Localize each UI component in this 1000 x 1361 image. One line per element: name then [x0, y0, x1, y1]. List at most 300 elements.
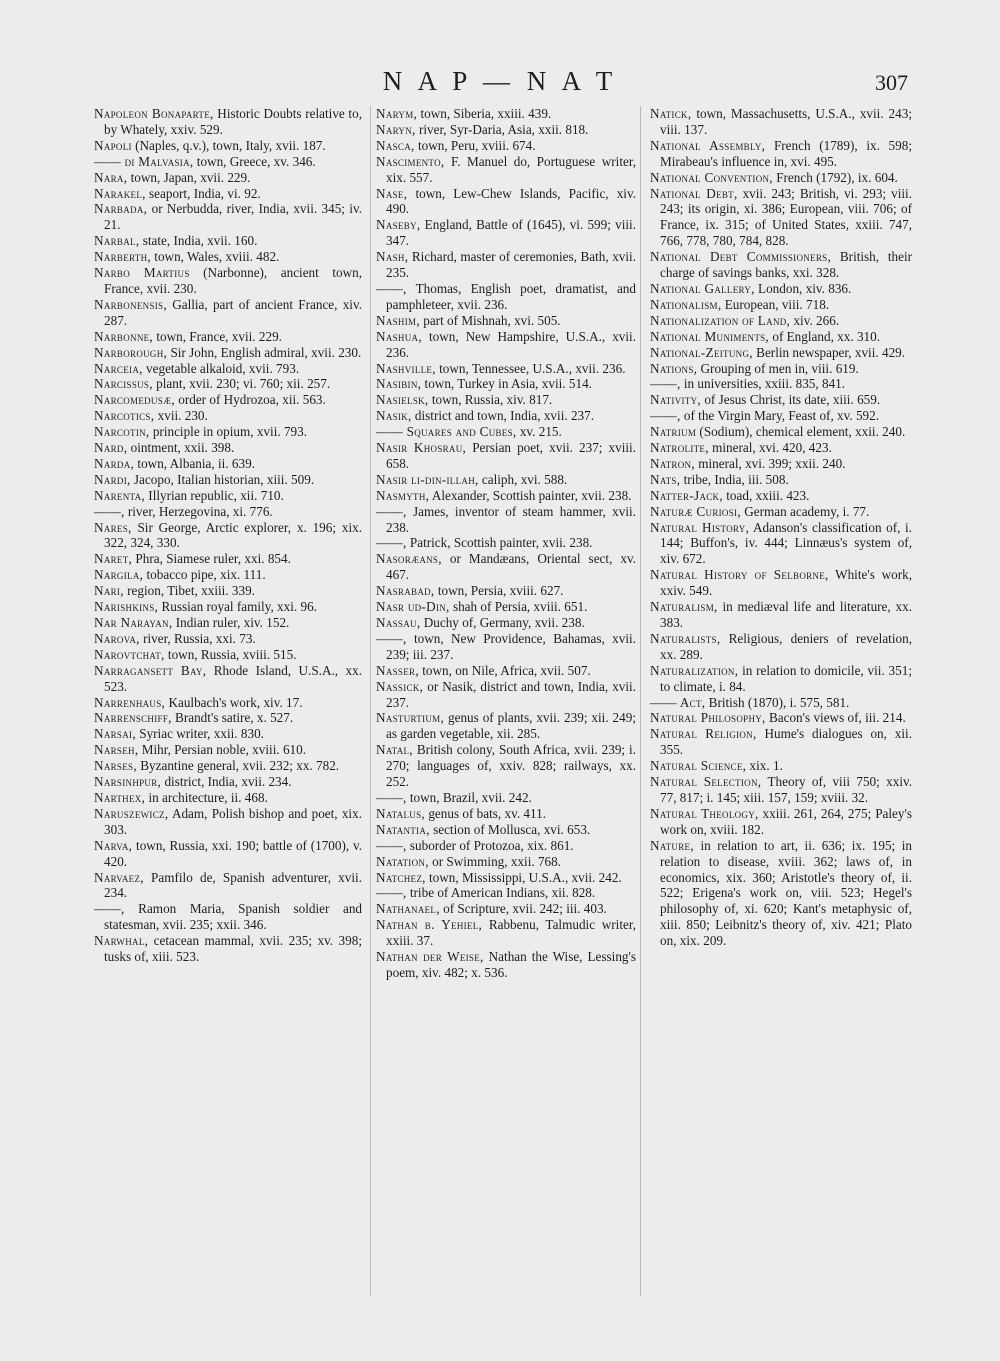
index-entry — [94, 488, 362, 504]
index-entry — [650, 186, 912, 250]
entry-headword: Narym, — [376, 106, 418, 121]
entry-headword: Naryn, — [376, 121, 416, 137]
entry-detail: Theory of, viii 750; xxiv. 77, 817; i. 145; xiii. 157, 159; xviii. 32. — [660, 774, 913, 805]
index-entry — [94, 329, 362, 345]
index-entry — [94, 249, 362, 265]
entry-headword: Nationalism, — [650, 296, 722, 312]
index-entry — [376, 917, 636, 949]
entry-headword: National Gallery, — [650, 280, 755, 296]
index-entry — [376, 440, 636, 472]
index-entry — [94, 345, 362, 361]
entry-headword: Nations, — [650, 360, 698, 376]
index-entry — [94, 424, 362, 440]
entry-detail: town, Mississippi, U.S.A., xvii. 242. — [429, 869, 622, 885]
entry-detail: Berlin newspaper, xvii. 429. — [756, 344, 906, 360]
index-entry — [376, 806, 636, 822]
entry-headword: ——, — [376, 789, 407, 805]
index-entry — [94, 392, 362, 408]
entry-detail: Sir John, English admiral, xvii. 230. — [170, 344, 362, 360]
entry-detail: suborder of Protozoa, xix. 861. — [409, 837, 574, 853]
entry-detail: Gallia, part of ancient France, xiv. 287. — [104, 296, 362, 328]
index-columns — [94, 106, 912, 1306]
entry-headword: Nargila, — [94, 567, 144, 583]
entry-headword: Nash, — [376, 249, 409, 265]
index-entry — [94, 933, 362, 965]
entry-detail: Historic Doubts relative to, by Whately, xxiv. 529. — [104, 106, 362, 137]
entry-detail: region, Tibet, xxiii. 339. — [127, 583, 255, 599]
entry-detail: town, France, xvii. 229. — [156, 328, 282, 344]
entry-headword: Nasmyth, — [376, 487, 430, 503]
entry-detail: caliph, xvi. 588. — [481, 471, 568, 487]
entry-detail: xxiii. 261, 264, 275; Paley's work on, xviii. 182. — [660, 805, 912, 837]
entry-detail: town, Brazil, xvii. 242. — [409, 789, 532, 805]
entry-detail: Rabbenu, Talmudic writer, xxiii. 37. — [386, 917, 636, 949]
entry-headword: Nara, — [94, 169, 128, 185]
entry-detail: town, Lew-Chew Islands, Pacific, xiv. 490. — [386, 185, 636, 217]
index-entry — [376, 186, 636, 218]
entry-detail: in relation to domicile, vii. 351; to climate, i. 84. — [660, 662, 912, 694]
entry-detail: seaport, India, vi. 92. — [149, 185, 261, 201]
entry-headword: Narrenhaus, — [94, 694, 166, 710]
entry-headword: Naturalization, — [650, 662, 739, 678]
entry-headword: Natchez, — [376, 869, 426, 885]
index-entry — [650, 313, 912, 329]
index-entry — [376, 249, 636, 281]
index-entry — [650, 774, 912, 806]
index-entry — [94, 504, 362, 520]
entry-detail: Syriac writer, xxii. 830. — [139, 726, 264, 742]
entry-detail: vegetable alkaloid, xvii. 793. — [146, 360, 300, 376]
index-entry — [94, 599, 362, 615]
entry-headword: Narthex, — [94, 789, 146, 805]
entry-headword: Naturalists, — [650, 630, 721, 646]
entry-headword: Natrium — [650, 424, 697, 440]
entry-detail: town, Tennessee, U.S.A., xvii. 236. — [439, 360, 626, 376]
entry-headword: National Muniments, — [650, 328, 770, 344]
index-entry — [376, 424, 636, 440]
entry-detail: British (1870), i. 575, 581. — [708, 694, 850, 710]
entry-detail: town, Russia, xiv. 817. — [431, 392, 553, 408]
entry-headword: Narberth, — [94, 249, 151, 265]
index-entry — [376, 885, 636, 901]
entry-headword: Narsai, — [94, 726, 136, 742]
entry-headword: Narsinhpur, — [94, 774, 162, 790]
index-entry — [94, 408, 362, 424]
entry-headword: Narborough, — [94, 344, 168, 360]
index-entry — [376, 313, 636, 329]
index-entry — [650, 567, 912, 599]
entry-headword: Narda, — [94, 455, 135, 471]
entry-detail: French (1792), ix. 604. — [776, 169, 898, 185]
entry-headword: Narovtchat, — [94, 646, 165, 662]
entry-detail: xvii. 243; British, vi. 293; viii. 243; its origin, xi. 386; European, viii. 706; of France, ix. 315; of United States, xxiii. 747, 766, 778, 780, 784, 828. — [660, 185, 912, 249]
entry-headword: National Assembly, — [650, 137, 766, 153]
index-entry — [650, 329, 912, 345]
entry-headword: ——, — [650, 408, 681, 424]
entry-detail: or Mandæans, Oriental sect, xv. 467. — [386, 551, 637, 583]
index-entry — [94, 870, 362, 902]
index-entry — [94, 758, 362, 774]
entry-detail: (Naples, q.v.), town, Italy, xvii. 187. — [135, 137, 326, 153]
entry-headword: ——, — [376, 630, 407, 646]
entry-headword: —— di Malvasia, — [94, 153, 194, 169]
entry-headword: Narcomedusæ, — [94, 392, 175, 408]
entry-detail: London, xiv. 836. — [758, 280, 852, 296]
entry-headword: Nashville, — [376, 360, 436, 376]
entry-detail: Indian ruler, xiv. 152. — [175, 615, 290, 630]
entry-detail: town, New Providence, Bahamas, xvii. 239; iii. 237. — [386, 630, 636, 662]
index-entry — [376, 217, 636, 249]
index-entry — [650, 758, 912, 774]
entry-headword: Nasrabad, — [376, 583, 435, 599]
index-entry — [376, 281, 636, 313]
index-entry — [94, 806, 362, 838]
index-entry — [650, 170, 912, 186]
index-entry — [94, 583, 362, 599]
entry-headword: Narbonne, — [94, 328, 154, 344]
entry-detail: town, Massachusetts, U.S.A., xvii. 243; viii. 137. — [660, 106, 912, 137]
entry-headword: Natter-Jack, — [650, 487, 723, 503]
index-entry — [376, 106, 636, 122]
index-entry — [94, 774, 362, 790]
entry-detail: genus of bats, xv. 411. — [428, 805, 547, 821]
entry-detail: of Jesus Christ, its date, xiii. 659. — [704, 392, 881, 408]
index-entry — [650, 520, 912, 568]
entry-headword: ——, — [650, 376, 681, 392]
entry-headword: ——, — [376, 837, 407, 853]
index-entry — [376, 376, 636, 392]
entry-detail: of Scripture, xvii. 242; iii. 403. — [443, 901, 607, 917]
index-entry — [650, 726, 912, 758]
index-entry — [376, 408, 636, 424]
entry-headword: Napoli — [94, 137, 132, 153]
entry-detail: French (1789), ix. 598; Mirabeau's influence in, xvi. 495. — [660, 137, 913, 169]
entry-detail: state, India, xvii. 160. — [142, 233, 258, 249]
entry-detail: xvii. 230. — [157, 408, 208, 424]
page-header — [0, 66, 1000, 106]
entry-headword: Natural History of Selborne, — [650, 567, 829, 583]
entry-headword: Narseh, — [94, 742, 139, 758]
entry-headword: Nasser, — [376, 662, 419, 678]
entry-headword: Nativity, — [650, 392, 702, 408]
index-column-1 — [94, 106, 362, 1306]
entry-detail: genus of plants, xvii. 239; xii. 249; as garden vegetable, xii. 285. — [386, 710, 636, 742]
index-entry — [376, 901, 636, 917]
entry-detail: Duchy of, Germany, xvii. 238. — [423, 615, 585, 630]
index-entry — [376, 615, 636, 631]
entry-headword: Nats, — [650, 471, 681, 487]
entry-detail: principle in opium, xvii. 793. — [152, 424, 308, 440]
index-entry — [376, 154, 636, 186]
index-entry — [94, 520, 362, 552]
entry-detail: Hume's dialogues on, xii. 355. — [660, 726, 913, 758]
index-entry — [650, 599, 912, 631]
entry-detail: German academy, i. 77. — [744, 503, 870, 519]
entry-headword: Natural Theology, — [650, 805, 759, 821]
entry-headword: Natron, — [650, 455, 695, 471]
entry-headword: Narenta, — [94, 487, 145, 503]
entry-detail: Richard, master of ceremonies, Bath, xvii. 235. — [386, 249, 637, 281]
entry-detail: district, India, xvii. 234. — [164, 774, 292, 790]
entry-detail: town, Persia, xviii. 627. — [437, 583, 564, 599]
index-entry — [376, 679, 636, 711]
entry-detail: town, Wales, xviii. 482. — [154, 249, 280, 265]
index-entry — [650, 408, 912, 424]
entry-detail: Russian royal family, xxi. 96. — [161, 599, 317, 615]
entry-detail: town, Albania, ii. 639. — [137, 455, 256, 471]
entry-headword: Nar Narayan, — [94, 615, 173, 630]
index-entry — [650, 504, 912, 520]
entry-headword: Narbal, — [94, 233, 140, 249]
entry-headword: Narses, — [94, 758, 137, 774]
entry-headword: Nasir Khosrau, — [376, 440, 467, 456]
entry-headword: Narcotics, — [94, 408, 155, 424]
index-entry — [376, 329, 636, 361]
index-column-2 — [376, 106, 636, 1306]
index-entry — [376, 631, 636, 663]
entry-detail: England, Battle of (1645), vi. 599; viii. 347. — [386, 217, 637, 249]
entry-headword: National Debt, — [650, 185, 738, 201]
entry-headword: Narva, — [94, 837, 133, 853]
entry-detail: xix. 1. — [749, 758, 783, 774]
entry-detail: Phra, Siamese ruler, xxi. 854. — [135, 551, 291, 567]
entry-headword: Nasr ud-Din, — [376, 599, 450, 615]
entry-headword: Narbada, — [94, 201, 148, 217]
entry-headword: Nares, — [94, 519, 132, 535]
entry-headword: Naturalism, — [650, 599, 718, 615]
entry-headword: Nasir li-din-illah, — [376, 471, 479, 487]
index-entry — [376, 710, 636, 742]
entry-headword: Naturæ Curiosi, — [650, 503, 741, 519]
entry-detail: White's work, xxiv. 549. — [660, 567, 912, 599]
entry-detail: Thomas, English poet, dramatist, and pamphleteer, xvii. 236. — [386, 280, 636, 312]
entry-headword: Narishkins, — [94, 599, 159, 615]
index-entry — [650, 710, 912, 726]
entry-detail: town, Siberia, xxiii. 439. — [420, 106, 552, 121]
index-entry — [650, 376, 912, 392]
entry-detail: of the Virgin Mary, Feast of, xv. 592. — [683, 408, 880, 424]
entry-headword: Nature, — [650, 837, 694, 853]
entry-headword: Natrolite, — [650, 440, 709, 456]
entry-headword: Natural History, — [650, 519, 750, 535]
entry-detail: Byzantine general, xvii. 232; xx. 782. — [140, 758, 340, 774]
entry-headword: Nashim, — [376, 312, 420, 328]
entry-detail: Jacopo, Italian historian, xiii. 509. — [133, 471, 315, 487]
index-entry — [650, 249, 912, 281]
entry-headword: Narcotin, — [94, 424, 150, 440]
entry-detail: order of Hydrozoa, xii. 563. — [178, 392, 326, 408]
index-entry — [94, 631, 362, 647]
entry-headword: Narcissus, — [94, 376, 153, 392]
index-entry — [650, 138, 912, 170]
entry-headword: ——, — [376, 503, 407, 519]
entry-headword: Natural Science, — [650, 758, 747, 774]
index-entry — [650, 456, 912, 472]
index-entry — [650, 806, 912, 838]
entry-headword: Nathan der Weise, — [376, 949, 484, 965]
entry-headword: Nasielsk, — [376, 392, 429, 408]
entry-headword: Nathanael, — [376, 901, 440, 917]
index-entry — [94, 615, 362, 631]
entry-headword: Natural Selection, — [650, 774, 762, 790]
entry-detail: of England, xx. 310. — [772, 328, 881, 344]
entry-headword: Naseby, — [376, 217, 421, 233]
index-entry — [376, 488, 636, 504]
index-entry — [376, 138, 636, 154]
index-entry — [94, 663, 362, 695]
entry-headword: ——, — [376, 885, 407, 901]
index-entry — [376, 392, 636, 408]
entry-detail: Pamfilo de, Spanish adventurer, xvii. 234. — [104, 869, 362, 901]
entry-headword: Nathan b. Yehiel, — [376, 917, 483, 933]
entry-detail: James, inventor of steam hammer, xvii. 238. — [386, 503, 636, 535]
entry-headword: Narwhal, — [94, 933, 149, 949]
entry-headword: ——, — [376, 280, 407, 296]
entry-detail: Brandt's satire, x. 527. — [175, 710, 294, 726]
entry-detail: British, their charge of savings banks, xxi. 328. — [660, 249, 913, 281]
entry-headword: Nasik, — [376, 408, 412, 424]
entry-headword: National Debt Commissioners, — [650, 249, 832, 265]
index-entry — [94, 901, 362, 933]
index-entry — [650, 345, 912, 361]
entry-detail: Adanson's classification of, i. 144; Buffon's, iv. 444; Linnæus's system of, xiv. 672. — [660, 519, 912, 567]
entry-headword: —— Squares and Cubes, — [376, 424, 517, 440]
entry-detail: Bacon's views of, iii. 214. — [768, 710, 906, 726]
index-entry — [376, 472, 636, 488]
index-entry — [650, 488, 912, 504]
index-entry — [376, 122, 636, 138]
index-entry — [376, 551, 636, 583]
index-entry — [94, 647, 362, 663]
entry-headword: Nard, — [94, 440, 128, 456]
index-entry — [650, 695, 912, 711]
entry-detail: European, viii. 718. — [724, 296, 830, 312]
entry-detail: tribe of American Indians, xii. 828. — [409, 885, 596, 901]
index-entry — [650, 631, 912, 663]
entry-headword: Napoleon Bonaparte, — [94, 106, 214, 121]
entry-headword: ——, — [376, 535, 407, 551]
entry-detail: mineral, xvi. 420, 423. — [712, 440, 832, 456]
index-entry — [94, 790, 362, 806]
index-entry — [94, 710, 362, 726]
entry-headword: Narova, — [94, 630, 140, 646]
index-entry — [94, 297, 362, 329]
entry-headword: Natal, — [376, 742, 413, 758]
index-entry — [94, 567, 362, 583]
entry-headword: Narbo Martius — [94, 265, 190, 281]
entry-detail: in relation to art, ii. 636; ix. 195; in relation to disease, xviii. 362; laws of, in economics, xix. 360; Aristotle's theory of, ii. 522; Erigena's work on, viii. 523; Hegel's philosophy of, xi. 620; Kant's metaphysic of, xiii. 850; Leibnitz's theory of, xiv. 421; Plato on, xix. 209. — [660, 837, 913, 949]
entry-detail: tribe, India, iii. 508. — [683, 471, 789, 487]
entry-headword: Nassick, — [376, 678, 424, 694]
index-entry — [94, 551, 362, 567]
index-entry — [94, 742, 362, 758]
entry-detail: cetacean mammal, xvii. 235; xv. 398; tusks of, xiii. 523. — [104, 933, 362, 965]
index-entry — [650, 392, 912, 408]
entry-headword: Nasibin, — [376, 376, 422, 392]
entry-headword: Narakel, — [94, 185, 146, 201]
entry-headword: Nase, — [376, 185, 408, 201]
entry-detail: town, Russia, xviii. 515. — [167, 646, 297, 662]
entry-headword: Narvaez, — [94, 869, 144, 885]
entry-detail: town, Peru, xviii. 674. — [417, 137, 536, 153]
entry-detail: British colony, South Africa, xvii. 239; i. 270; languages of, xxiv. 828; railways, xx. 252. — [386, 742, 637, 790]
entry-headword: Nationalization of Land, — [650, 312, 791, 328]
index-entry — [94, 106, 362, 138]
entry-detail: plant, xvii. 230; vi. 760; xii. 257. — [156, 376, 331, 392]
entry-headword: Narragansett Bay, — [94, 662, 207, 678]
entry-headword: Natural Religion, — [650, 726, 757, 742]
entry-headword: Natural Philosophy, — [650, 710, 766, 726]
entry-detail: tobacco pipe, xix. 111. — [146, 567, 266, 583]
index-entry — [94, 138, 362, 154]
entry-detail: Illyrian republic, xii. 710. — [148, 487, 284, 503]
entry-detail: (Sodium), chemical element, xxii. 240. — [699, 424, 906, 440]
index-entry — [376, 742, 636, 790]
entry-detail: town, Turkey in Asia, xvii. 514. — [424, 376, 592, 392]
entry-detail: mineral, xvi. 399; xxii. 240. — [698, 455, 846, 471]
index-entry — [650, 424, 912, 440]
entry-detail: Ramon Maria, Spanish soldier and statesman, xvii. 235; xxii. 346. — [104, 901, 363, 933]
entry-detail: river, Russia, xxi. 73. — [143, 630, 256, 646]
entry-detail: or Swimming, xxii. 768. — [432, 853, 562, 869]
entry-detail: Kaulbach's work, xiv. 17. — [168, 694, 303, 710]
index-entry — [376, 822, 636, 838]
entry-detail: Adam, Polish bishop and poet, xix. 303. — [104, 805, 362, 837]
entry-detail: in architecture, ii. 468. — [148, 789, 268, 805]
entry-detail: town, Russia, xxi. 190; battle of (1700), v. 420. — [104, 837, 362, 869]
entry-detail: town, Japan, xvii. 229. — [130, 169, 251, 185]
page-number: 307 — [875, 70, 908, 95]
index-entry — [650, 838, 912, 949]
entry-detail: Grouping of men in, viii. 619. — [700, 360, 859, 376]
entry-detail: in mediæval life and literature, xx. 383. — [660, 599, 912, 630]
entry-headword: ——, — [94, 901, 125, 917]
entry-detail: in universities, xxiii. 835, 841. — [683, 376, 846, 392]
index-entry — [94, 186, 362, 202]
entry-detail: town, on Nile, Africa, xvii. 507. — [422, 662, 591, 678]
index-entry — [376, 361, 636, 377]
entry-detail: district and town, India, xvii. 237. — [414, 408, 595, 424]
index-entry — [94, 154, 362, 170]
index-entry — [650, 297, 912, 313]
index-entry — [376, 949, 636, 981]
entry-detail: part of Mishnah, xvi. 505. — [423, 312, 561, 328]
entry-detail: Sir George, Arctic explorer, x. 196; xix. 322, 324, 330. — [104, 519, 362, 551]
entry-detail: Mihr, Persian noble, xviii. 610. — [141, 742, 307, 758]
entry-headword: Natick, — [650, 106, 692, 121]
entry-headword: Natalus, — [376, 805, 426, 821]
index-entry — [376, 504, 636, 536]
entry-detail: or Nerbudda, river, India, xvii. 345; iv. 21. — [104, 201, 362, 233]
entry-detail: shah of Persia, xviii. 651. — [452, 599, 588, 615]
index-entry — [650, 361, 912, 377]
entry-headword: —— Act, — [650, 694, 706, 710]
index-entry — [376, 838, 636, 854]
entry-detail: Rhode Island, U.S.A., xx. 523. — [104, 662, 362, 694]
index-entry — [94, 472, 362, 488]
entry-headword: ——, — [94, 503, 125, 519]
entry-detail: Religious, deniers of revelation, xx. 289. — [660, 630, 912, 662]
entry-detail: river, Syr-Daria, Asia, xxii. 818. — [418, 121, 589, 137]
index-entry — [94, 233, 362, 249]
index-entry — [94, 361, 362, 377]
entry-detail: ointment, xxii. 398. — [130, 440, 235, 456]
index-entry — [376, 535, 636, 551]
entry-detail: toad, xxiii. 423. — [726, 487, 810, 503]
entry-headword: Narrenschiff, — [94, 710, 172, 726]
entry-headword: Naret, — [94, 551, 133, 567]
entry-headword: Narbonensis, — [94, 296, 167, 312]
